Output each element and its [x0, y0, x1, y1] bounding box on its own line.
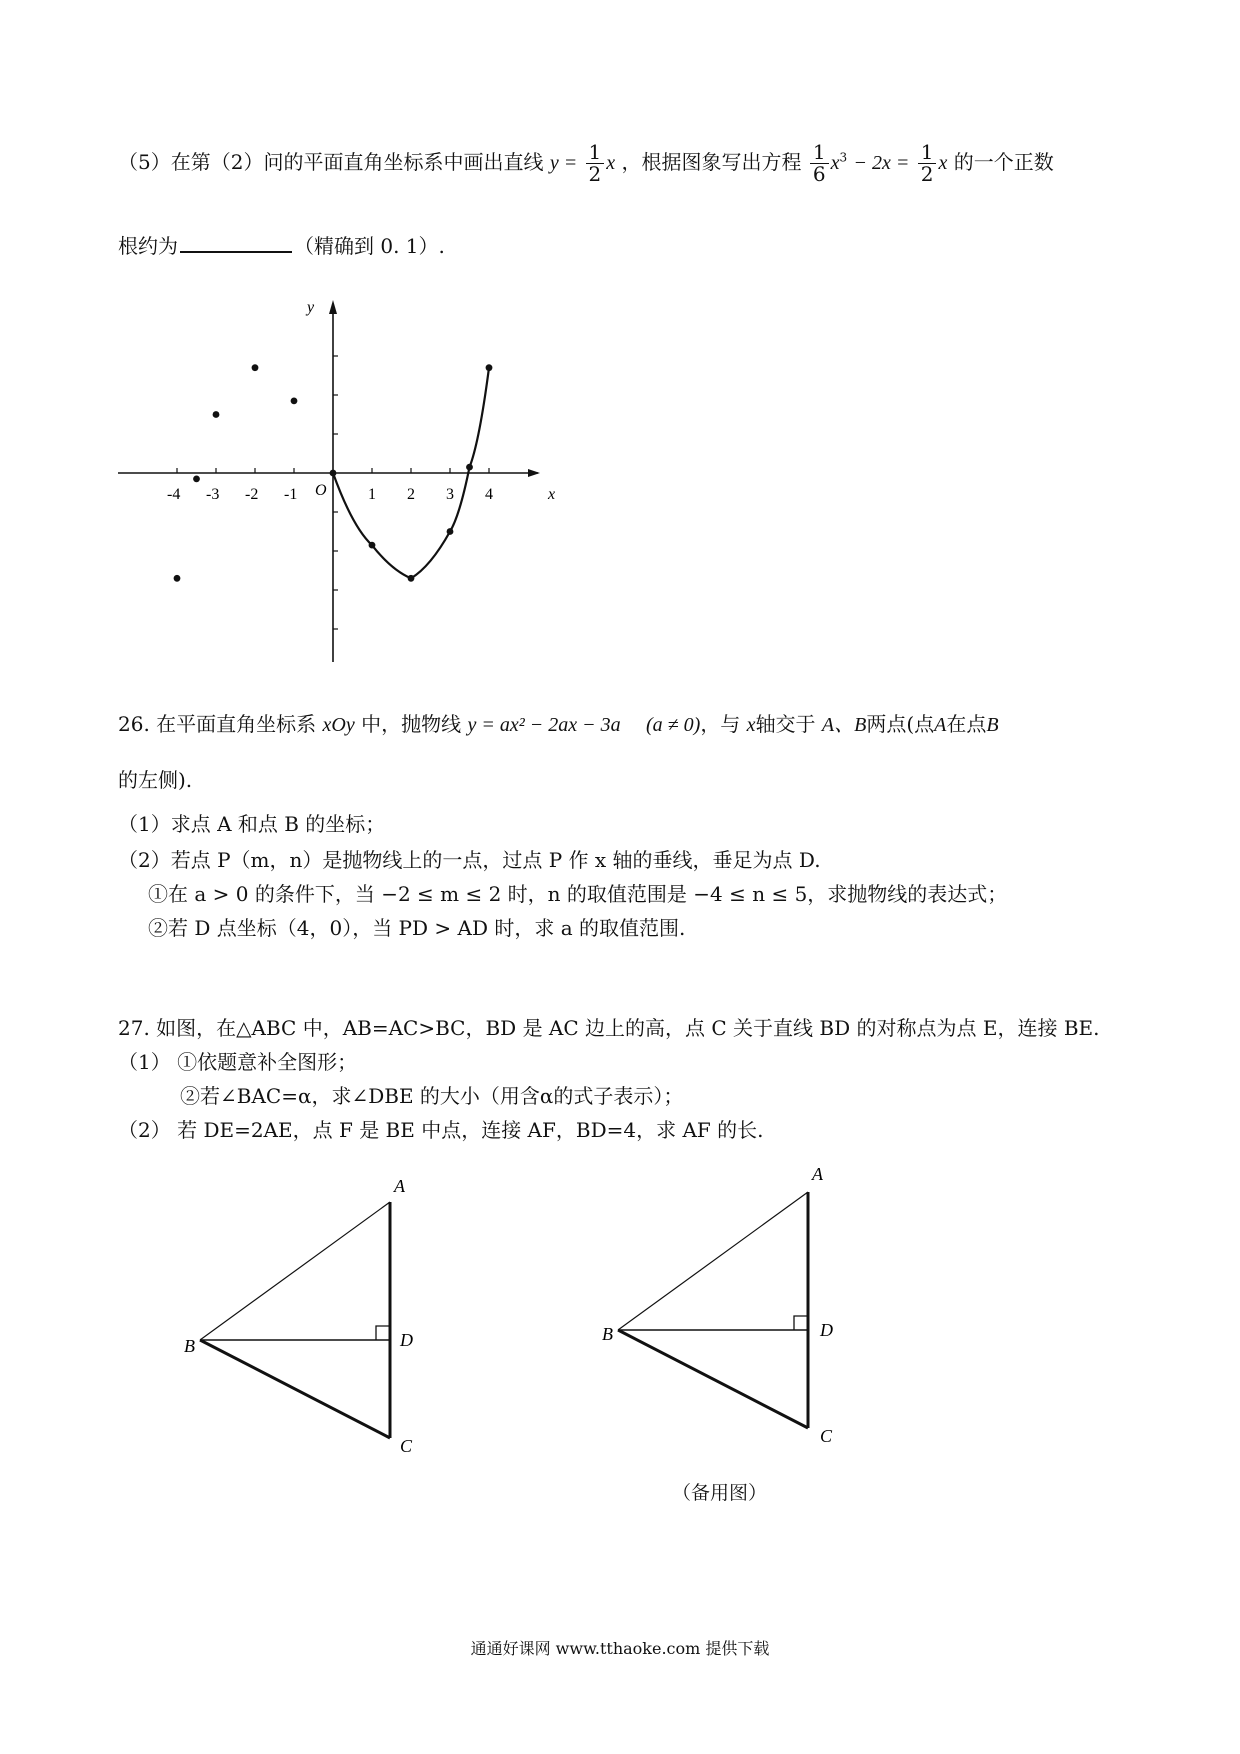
x-tick-label: 1 [368, 486, 376, 503]
x-tick-label: -4 [167, 486, 181, 503]
q26-part2-1: ①在 a > 0 的条件下，当 −2 ≤ m ≤ 2 时，n 的取值范围是 −4 ≤ n ≤ 5，求抛物线的表达式； [148, 882, 1008, 906]
fraction-half: $\frac{1}{2}$ [586, 142, 605, 185]
y-axis-label: y [307, 299, 315, 316]
q27-part1-2: ②若∠BAC=α，求∠DBE 的大小（用含α的式子表示）； [180, 1084, 684, 1108]
q26-line2: 的左侧). [118, 768, 193, 792]
q27-part2: （2） 若 DE=2AE，点 F 是 BE 中点，连接 AF，BD=4，求 AF 的长. [118, 1118, 764, 1142]
plot-point [369, 542, 376, 549]
x-axis-arrow [528, 469, 540, 477]
plot-point [466, 464, 473, 471]
answer-blank[interactable] [180, 233, 292, 253]
q27-line1: 27. 如图，在△ABC 中，AB=AC>BC，BD 是 AC 边上的高，点 C 关于直线 BD 的对称点为点 E，连接 BE. [118, 1016, 1100, 1040]
q26-part1: （1）求点 A 和点 B 的坐标； [118, 812, 386, 836]
plot-point [174, 575, 181, 582]
plot-point [408, 575, 415, 582]
fraction-half-2: $\frac{1}{2}$ [918, 142, 937, 185]
plot-point [193, 475, 200, 482]
x-axis-label: x [548, 486, 556, 503]
backup-vertex-d-label: D [820, 1320, 833, 1340]
eq-y: y = [549, 152, 578, 174]
plot-point [486, 364, 493, 371]
x-tick-label: -1 [284, 486, 298, 503]
y-axis-arrow [329, 300, 337, 314]
backup-triangle-figure [598, 1152, 858, 1452]
x-tick-label: -3 [206, 486, 220, 503]
footer-credit: 通通好课网 www.tthaoke.com 提供下载 [470, 1639, 770, 1658]
x-tick-label: 2 [407, 486, 415, 503]
x-tick-label: 4 [485, 486, 493, 503]
x-tick-label: -2 [245, 486, 259, 503]
vertex-d-label: D [400, 1330, 413, 1350]
plot-point [447, 528, 454, 535]
plot-point [291, 397, 298, 404]
q25-5-line1: （5）在第（2）问的平面直角坐标系中画出直线 y = $\frac{1}{2}$ x ，根据图象写出方程 $\frac{1}{6}$ $x^3 - 2x$ = $\frac{1}{2}$ x 的一个正数 [118, 140, 1054, 186]
backup-vertex-a-label: A [812, 1164, 823, 1184]
vertex-b-label: B [184, 1336, 195, 1356]
cubic-graph [100, 290, 560, 670]
plot-point [213, 411, 220, 418]
backup-vertex-c-label: C [820, 1426, 833, 1446]
q25-5-line2: 根约为 （精确到 0. 1）. [118, 234, 445, 258]
vertex-a-label: A [394, 1176, 405, 1196]
q26-part2-2: ②若 D 点坐标（4，0），当 PD > AD 时，求 a 的取值范围. [148, 916, 686, 940]
backup-figure-caption: （备用图） [672, 1482, 768, 1504]
plot-point [252, 364, 259, 371]
triangle-figure [180, 1160, 440, 1470]
q26-line1: 26. 在平面直角坐标系 xOy 中，抛物线 y = ax² − 2ax − 3a (a ≠ 0)，与 x轴交于 A、B两点(点A在点B [118, 712, 999, 736]
origin-label: O [315, 482, 327, 499]
plot-point [330, 470, 337, 477]
q27-part1-1: （1） ①依题意补全图形； [118, 1050, 358, 1074]
x-tick-label: 3 [446, 486, 454, 503]
fraction-sixth: $\frac{1}{6}$ [810, 142, 829, 185]
backup-vertex-b-label: B [602, 1324, 613, 1344]
vertex-c-label: C [400, 1436, 413, 1456]
q26-part2: （2）若点 P（m，n）是抛物线上的一点，过点 P 作 x 轴的垂线，垂足为点 D. [118, 848, 821, 872]
